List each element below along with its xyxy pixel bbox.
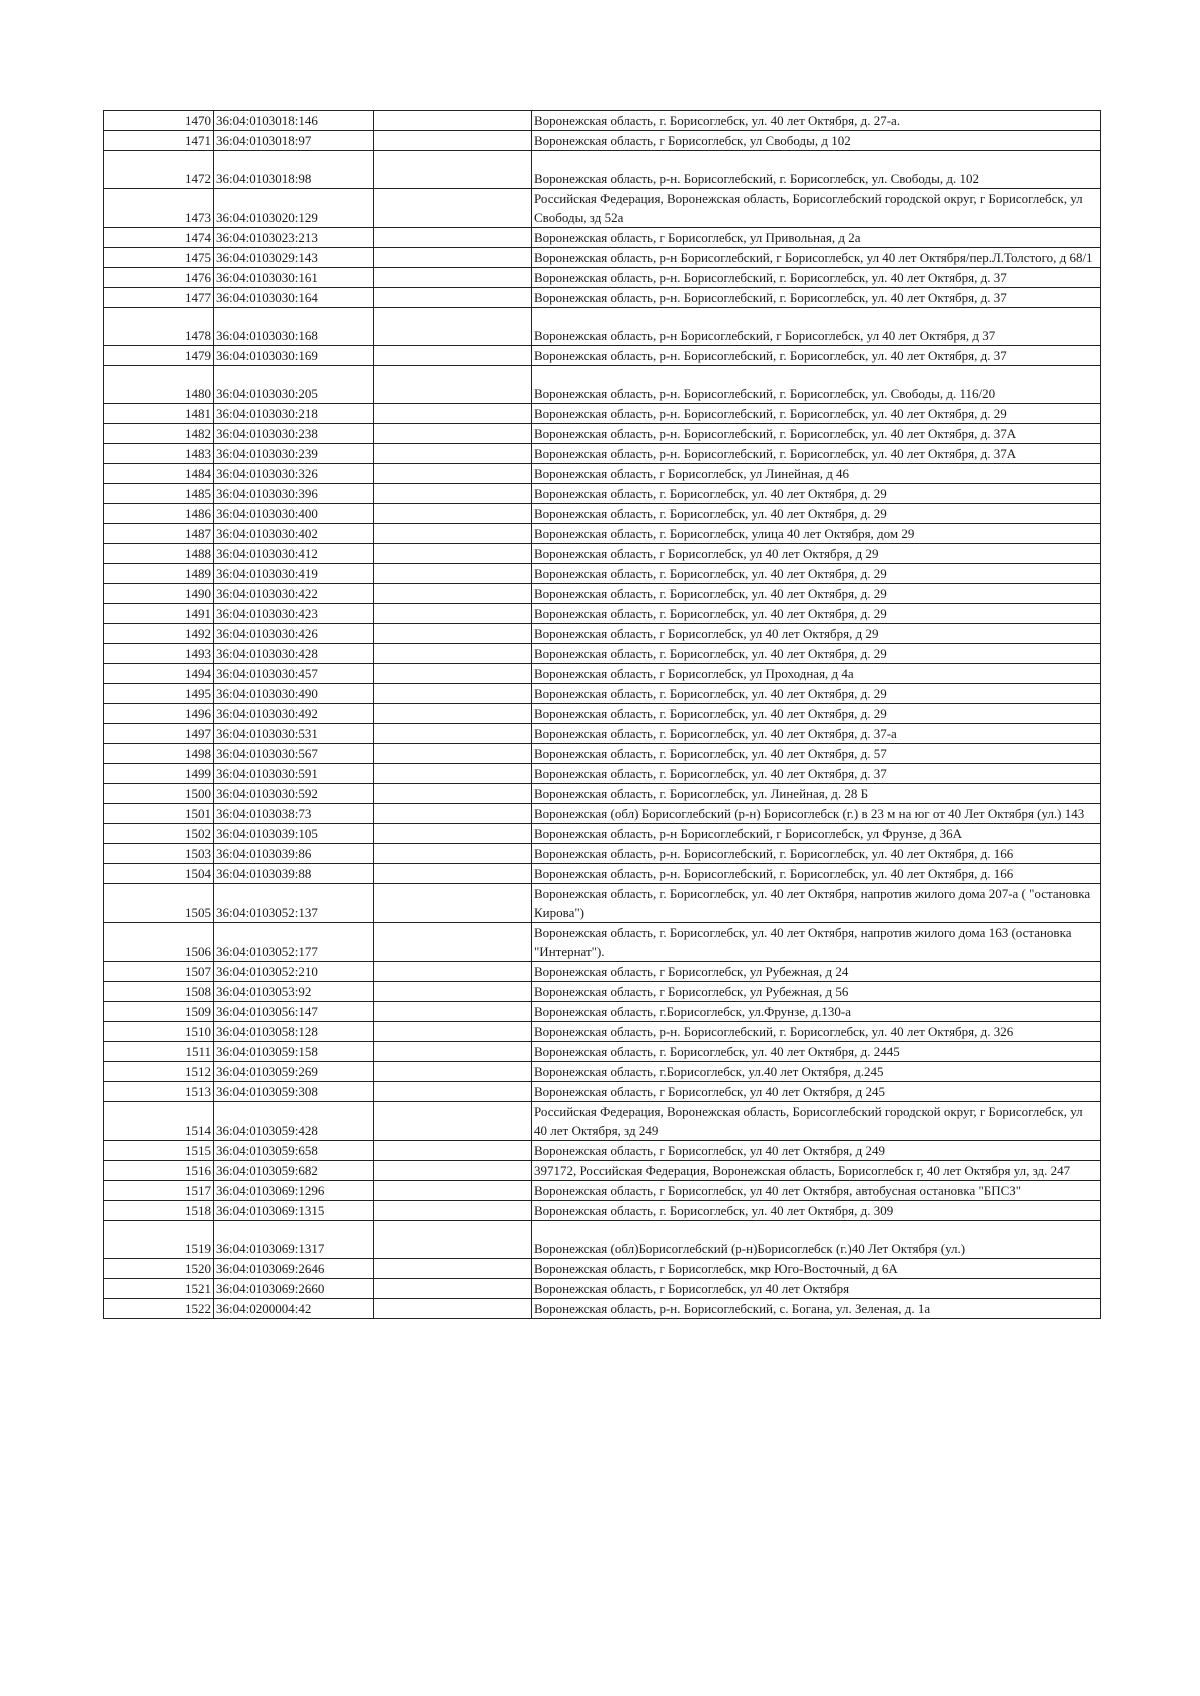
row-number: 1475 [104, 248, 214, 268]
row-number: 1484 [104, 464, 214, 484]
address-cell: Воронежская область, г Борисоглебск, ул 40 лет Октября, д 29 [532, 624, 1101, 644]
empty-cell [374, 564, 532, 584]
row-number: 1491 [104, 604, 214, 624]
address-cell: Воронежская область, р-н Борисоглебский, г Борисоглебск, ул Фрунзе, д 36А [532, 824, 1101, 844]
table-row [104, 151, 1101, 189]
cadastral-number: 36:04:0103056:147 [214, 1002, 374, 1022]
empty-cell [374, 1042, 532, 1062]
cadastral-number: 36:04:0103030:428 [214, 644, 374, 664]
row-number: 1499 [104, 764, 214, 784]
cadastral-number: 36:04:0103052:137 [214, 884, 374, 923]
cadastral-number: 36:04:0103030:161 [214, 268, 374, 288]
row-number: 1502 [104, 824, 214, 844]
row-number: 1522 [104, 1299, 214, 1319]
cadastral-number: 36:04:0103030:218 [214, 404, 374, 424]
table-row [104, 884, 1101, 923]
table-row [104, 1102, 1101, 1141]
table-row [104, 1259, 1101, 1279]
table-body [104, 111, 1101, 1319]
cadastral-number: 36:04:0103030:422 [214, 584, 374, 604]
cadastral-number: 36:04:0103059:658 [214, 1141, 374, 1161]
empty-cell [374, 844, 532, 864]
row-number: 1471 [104, 131, 214, 151]
empty-cell [374, 1002, 532, 1022]
empty-cell [374, 366, 532, 404]
table-row [104, 564, 1101, 584]
address-cell: Воронежская область, р-н. Борисоглебский, г. Борисоглебск, ул. 40 лет Октября, д. 37 [532, 268, 1101, 288]
empty-cell [374, 346, 532, 366]
table-row [104, 346, 1101, 366]
table-row [104, 189, 1101, 228]
empty-cell [374, 864, 532, 884]
address-cell: Воронежская область, р-н. Борисоглебский, г. Борисоглебск, ул. 40 лет Октября, д. 166 [532, 844, 1101, 864]
address-cell: 397172, Российская Федерация, Воронежская область, Борисоглебск г, 40 лет Октября ул, зд. 247 [532, 1161, 1101, 1181]
table-row [104, 804, 1101, 824]
row-number: 1480 [104, 366, 214, 404]
empty-cell [374, 151, 532, 189]
cadastral-number: 36:04:0103059:158 [214, 1042, 374, 1062]
row-number: 1521 [104, 1279, 214, 1299]
table-row [104, 982, 1101, 1002]
row-number: 1513 [104, 1082, 214, 1102]
address-cell: Российская Федерация, Воронежская область, Борисоглебский городской округ, г Борисоглебск, ул 40 лет Октября, зд 249 [532, 1102, 1101, 1141]
address-cell: Воронежская область, г. Борисоглебск, ул. 40 лет Октября, д. 29 [532, 584, 1101, 604]
table-row [104, 704, 1101, 724]
address-cell: Воронежская область, г. Борисоглебск, ул. 40 лет Октября, д. 29 [532, 684, 1101, 704]
empty-cell [374, 804, 532, 824]
cadastral-number: 36:04:0103069:1296 [214, 1181, 374, 1201]
table-row [104, 724, 1101, 744]
table-row [104, 131, 1101, 151]
address-cell: Воронежская область, г Борисоглебск, ул 40 лет Октября, автобусная остановка "БПСЗ" [532, 1181, 1101, 1201]
empty-cell [374, 404, 532, 424]
table-row [104, 624, 1101, 644]
table-row [104, 824, 1101, 844]
row-number: 1489 [104, 564, 214, 584]
table-row [104, 288, 1101, 308]
table-row [104, 1201, 1101, 1221]
row-number: 1507 [104, 962, 214, 982]
address-cell: Воронежская область, р-н. Борисоглебский, г. Борисоглебск, ул. 40 лет Октября, д. 37А [532, 424, 1101, 444]
table-row [104, 584, 1101, 604]
empty-cell [374, 824, 532, 844]
cadastral-number: 36:04:0103030:423 [214, 604, 374, 624]
table-row [104, 764, 1101, 784]
row-number: 1478 [104, 308, 214, 346]
cadastral-number: 36:04:0103020:129 [214, 189, 374, 228]
cadastral-number: 36:04:0103030:531 [214, 724, 374, 744]
empty-cell [374, 288, 532, 308]
address-cell: Воронежская область, г. Борисоглебск, ул. 40 лет Октября, д. 29 [532, 604, 1101, 624]
empty-cell [374, 982, 532, 1002]
table-row [104, 784, 1101, 804]
address-cell: Воронежская (обл)Борисоглебский (р-н)Борисоглебск (г.)40 Лет Октября (ул.) [532, 1221, 1101, 1259]
row-number: 1511 [104, 1042, 214, 1062]
cadastral-number: 36:04:0103030:490 [214, 684, 374, 704]
empty-cell [374, 444, 532, 464]
address-cell: Воронежская область, г. Борисоглебск, ул. 40 лет Октября, д. 29 [532, 504, 1101, 524]
address-cell: Воронежская область, г. Борисоглебск, ул. 40 лет Октября, д. 309 [532, 1201, 1101, 1221]
address-cell: Воронежская область, г Борисоглебск, ул 40 лет Октября, д 245 [532, 1082, 1101, 1102]
cadastral-number: 36:04:0103030:205 [214, 366, 374, 404]
address-cell: Воронежская область, р-н. Борисоглебский, г. Борисоглебск, ул. Свободы, д. 116/20 [532, 366, 1101, 404]
cadastral-number: 36:04:0103069:2646 [214, 1259, 374, 1279]
row-number: 1479 [104, 346, 214, 366]
address-cell: Воронежская область, г. Борисоглебск, ул. 40 лет Октября, д. 57 [532, 744, 1101, 764]
row-number: 1474 [104, 228, 214, 248]
address-cell: Воронежская область, р-н. Борисоглебский, с. Богана, ул. Зеленая, д. 1а [532, 1299, 1101, 1319]
row-number: 1472 [104, 151, 214, 189]
row-number: 1488 [104, 544, 214, 564]
empty-cell [374, 724, 532, 744]
cadastral-number: 36:04:0103039:88 [214, 864, 374, 884]
row-number: 1518 [104, 1201, 214, 1221]
row-number: 1477 [104, 288, 214, 308]
cadastral-number: 36:04:0103039:86 [214, 844, 374, 864]
empty-cell [374, 644, 532, 664]
table-row [104, 228, 1101, 248]
address-cell: Воронежская (обл) Борисоглебский (р-н) Борисоглебск (г.) в 23 м на юг от 40 Лет Октября (ул.) 143 [532, 804, 1101, 824]
empty-cell [374, 1201, 532, 1221]
table-row [104, 684, 1101, 704]
empty-cell [374, 111, 532, 131]
table-row [104, 484, 1101, 504]
address-cell: Воронежская область, г Борисоглебск, ул 40 лет Октября, д 29 [532, 544, 1101, 564]
cadastral-number: 36:04:0103030:396 [214, 484, 374, 504]
address-cell: Воронежская область, р-н. Борисоглебский, г. Борисоглебск, ул. 40 лет Октября, д. 326 [532, 1022, 1101, 1042]
table-row [104, 744, 1101, 764]
address-cell: Воронежская область, г. Борисоглебск, ул. 40 лет Октября, д. 37 [532, 764, 1101, 784]
empty-cell [374, 424, 532, 444]
address-cell: Воронежская область, р-н. Борисоглебский, г. Борисоглебск, ул. 40 лет Октября, д. 37 [532, 346, 1101, 366]
row-number: 1517 [104, 1181, 214, 1201]
table-row [104, 1082, 1101, 1102]
empty-cell [374, 604, 532, 624]
row-number: 1470 [104, 111, 214, 131]
empty-cell [374, 1082, 532, 1102]
empty-cell [374, 664, 532, 684]
table-row [104, 268, 1101, 288]
cadastral-number: 36:04:0103030:592 [214, 784, 374, 804]
address-cell: Воронежская область, г. Борисоглебск, ул. 40 лет Октября, д. 27-а. [532, 111, 1101, 131]
empty-cell [374, 704, 532, 724]
row-number: 1510 [104, 1022, 214, 1042]
empty-cell [374, 544, 532, 564]
cadastral-number: 36:04:0103038:73 [214, 804, 374, 824]
row-number: 1509 [104, 1002, 214, 1022]
table-row [104, 1181, 1101, 1201]
row-number: 1487 [104, 524, 214, 544]
table-row [104, 524, 1101, 544]
cadastral-number: 36:04:0103030:457 [214, 664, 374, 684]
empty-cell [374, 1181, 532, 1201]
table-row [104, 644, 1101, 664]
address-cell: Воронежская область, г. Борисоглебск, ул. 40 лет Октября, д. 29 [532, 644, 1101, 664]
cadastral-number: 36:04:0103030:567 [214, 744, 374, 764]
empty-cell [374, 684, 532, 704]
cadastral-number: 36:04:0103069:1315 [214, 1201, 374, 1221]
cadastral-number: 36:04:0103053:92 [214, 982, 374, 1002]
table-row [104, 1042, 1101, 1062]
empty-cell [374, 884, 532, 923]
row-number: 1498 [104, 744, 214, 764]
empty-cell [374, 484, 532, 504]
row-number: 1500 [104, 784, 214, 804]
address-cell: Воронежская область, р-н. Борисоглебский, г. Борисоглебск, ул. 40 лет Октября, д. 29 [532, 404, 1101, 424]
table-row [104, 1062, 1101, 1082]
row-number: 1497 [104, 724, 214, 744]
empty-cell [374, 784, 532, 804]
row-number: 1515 [104, 1141, 214, 1161]
address-cell: Воронежская область, г Борисоглебск, ул Рубежная, д 24 [532, 962, 1101, 982]
address-cell: Воронежская область, г Борисоглебск, ул 40 лет Октября [532, 1279, 1101, 1299]
cadastral-number: 36:04:0103030:402 [214, 524, 374, 544]
row-number: 1501 [104, 804, 214, 824]
empty-cell [374, 524, 532, 544]
table-row [104, 111, 1101, 131]
address-cell: Воронежская область, г Борисоглебск, мкр Юго-Восточный, д 6А [532, 1259, 1101, 1279]
cadastral-number: 36:04:0103030:492 [214, 704, 374, 724]
empty-cell [374, 624, 532, 644]
address-cell: Воронежская область, г. Борисоглебск, ул. 40 лет Октября, напротив жилого дома 163 (остановка "Интернат"). [532, 923, 1101, 962]
table-row [104, 464, 1101, 484]
table-row [104, 444, 1101, 464]
row-number: 1516 [104, 1161, 214, 1181]
cadastral-number: 36:04:0103059:428 [214, 1102, 374, 1141]
address-cell: Воронежская область, р-н. Борисоглебский, г. Борисоглебск, ул. 40 лет Октября, д. 166 [532, 864, 1101, 884]
address-cell: Воронежская область, г Борисоглебск, ул Линейная, д 46 [532, 464, 1101, 484]
row-number: 1512 [104, 1062, 214, 1082]
address-cell: Воронежская область, р-н Борисоглебский, г Борисоглебск, ул 40 лет Октября, д 37 [532, 308, 1101, 346]
empty-cell [374, 584, 532, 604]
table-row [104, 923, 1101, 962]
address-cell: Воронежская область, р-н. Борисоглебский, г. Борисоглебск, ул. 40 лет Октября, д. 37 [532, 288, 1101, 308]
cadastral-number: 36:04:0103059:682 [214, 1161, 374, 1181]
row-number: 1492 [104, 624, 214, 644]
row-number: 1504 [104, 864, 214, 884]
table-row [104, 248, 1101, 268]
empty-cell [374, 1161, 532, 1181]
address-cell: Воронежская область, г.Борисоглебск, ул.40 лет Октября, д.245 [532, 1062, 1101, 1082]
empty-cell [374, 1279, 532, 1299]
cadastral-number: 36:04:0103030:400 [214, 504, 374, 524]
empty-cell [374, 268, 532, 288]
row-number: 1505 [104, 884, 214, 923]
empty-cell [374, 308, 532, 346]
cadastral-number: 36:04:0103030:238 [214, 424, 374, 444]
land-plot-table [103, 110, 1101, 1319]
empty-cell [374, 1299, 532, 1319]
empty-cell [374, 764, 532, 784]
row-number: 1514 [104, 1102, 214, 1141]
row-number: 1495 [104, 684, 214, 704]
cadastral-number: 36:04:0103059:269 [214, 1062, 374, 1082]
row-number: 1506 [104, 923, 214, 962]
table-row [104, 664, 1101, 684]
table-row [104, 366, 1101, 404]
address-cell: Воронежская область, г. Борисоглебск, улица 40 лет Октября, дом 29 [532, 524, 1101, 544]
empty-cell [374, 1221, 532, 1259]
empty-cell [374, 744, 532, 764]
row-number: 1482 [104, 424, 214, 444]
address-cell: Российская Федерация, Воронежская область, Борисоглебский городской округ, г Борисоглебск, ул Свободы, зд 52а [532, 189, 1101, 228]
empty-cell [374, 248, 532, 268]
table-row [104, 604, 1101, 624]
address-cell: Воронежская область, г. Борисоглебск, ул. 40 лет Октября, д. 29 [532, 484, 1101, 504]
address-cell: Воронежская область, г Борисоглебск, ул Привольная, д 2а [532, 228, 1101, 248]
table-row [104, 404, 1101, 424]
row-number: 1490 [104, 584, 214, 604]
empty-cell [374, 504, 532, 524]
row-number: 1503 [104, 844, 214, 864]
row-number: 1483 [104, 444, 214, 464]
address-cell: Воронежская область, г Борисоглебск, ул Проходная, д 4а [532, 664, 1101, 684]
table-row [104, 844, 1101, 864]
row-number: 1485 [104, 484, 214, 504]
cadastral-number: 36:04:0103030:426 [214, 624, 374, 644]
table-row [104, 1022, 1101, 1042]
empty-cell [374, 923, 532, 962]
address-cell: Воронежская область, г. Борисоглебск, ул. 40 лет Октября, д. 29 [532, 704, 1101, 724]
cadastral-number: 36:04:0103059:308 [214, 1082, 374, 1102]
table-row [104, 1221, 1101, 1259]
table-row [104, 1002, 1101, 1022]
cadastral-number: 36:04:0103052:177 [214, 923, 374, 962]
table-row [104, 424, 1101, 444]
row-number: 1520 [104, 1259, 214, 1279]
address-cell: Воронежская область, г. Борисоглебск, ул. 40 лет Октября, д. 29 [532, 564, 1101, 584]
table-row [104, 1299, 1101, 1319]
cadastral-number: 36:04:0200004:42 [214, 1299, 374, 1319]
address-cell: Воронежская область, г Борисоглебск, ул Рубежная, д 56 [532, 982, 1101, 1002]
cadastral-number: 36:04:0103030:164 [214, 288, 374, 308]
row-number: 1476 [104, 268, 214, 288]
address-cell: Воронежская область, г.Борисоглебск, ул.Фрунзе, д.130-а [532, 1002, 1101, 1022]
table-row [104, 1279, 1101, 1299]
empty-cell [374, 1062, 532, 1082]
address-cell: Воронежская область, г. Борисоглебск, ул. 40 лет Октября, д. 2445 [532, 1042, 1101, 1062]
cadastral-number: 36:04:0103069:2660 [214, 1279, 374, 1299]
address-cell: Воронежская область, г. Борисоглебск, ул. 40 лет Октября, д. 37-а [532, 724, 1101, 744]
cadastral-number: 36:04:0103023:213 [214, 228, 374, 248]
empty-cell [374, 464, 532, 484]
cadastral-number: 36:04:0103030:419 [214, 564, 374, 584]
table-row [104, 544, 1101, 564]
address-cell: Воронежская область, г Борисоглебск, ул 40 лет Октября, д 249 [532, 1141, 1101, 1161]
empty-cell [374, 962, 532, 982]
cadastral-number: 36:04:0103039:105 [214, 824, 374, 844]
cadastral-number: 36:04:0103018:97 [214, 131, 374, 151]
empty-cell [374, 131, 532, 151]
cadastral-number: 36:04:0103069:1317 [214, 1221, 374, 1259]
empty-cell [374, 1141, 532, 1161]
row-number: 1493 [104, 644, 214, 664]
cadastral-number: 36:04:0103058:128 [214, 1022, 374, 1042]
address-cell: Воронежская область, р-н. Борисоглебский, г. Борисоглебск, ул. Свободы, д. 102 [532, 151, 1101, 189]
address-cell: Воронежская область, г. Борисоглебск, ул. 40 лет Октября, напротив жилого дома 207-а ( "остановка Кирова") [532, 884, 1101, 923]
row-number: 1496 [104, 704, 214, 724]
row-number: 1494 [104, 664, 214, 684]
table-row [104, 1141, 1101, 1161]
cadastral-number: 36:04:0103018:98 [214, 151, 374, 189]
address-cell: Воронежская область, г. Борисоглебск, ул. Линейная, д. 28 Б [532, 784, 1101, 804]
cadastral-number: 36:04:0103030:169 [214, 346, 374, 366]
table-row [104, 308, 1101, 346]
empty-cell [374, 189, 532, 228]
empty-cell [374, 1259, 532, 1279]
table-row [104, 864, 1101, 884]
table-row [104, 962, 1101, 982]
cadastral-number: 36:04:0103030:239 [214, 444, 374, 464]
cadastral-number: 36:04:0103030:591 [214, 764, 374, 784]
cadastral-number: 36:04:0103018:146 [214, 111, 374, 131]
row-number: 1473 [104, 189, 214, 228]
address-cell: Воронежская область, р-н. Борисоглебский, г. Борисоглебск, ул. 40 лет Октября, д. 37А [532, 444, 1101, 464]
table-row [104, 1161, 1101, 1181]
row-number: 1486 [104, 504, 214, 524]
cadastral-number: 36:04:0103052:210 [214, 962, 374, 982]
cadastral-number: 36:04:0103030:326 [214, 464, 374, 484]
row-number: 1508 [104, 982, 214, 1002]
empty-cell [374, 228, 532, 248]
cadastral-number: 36:04:0103029:143 [214, 248, 374, 268]
row-number: 1481 [104, 404, 214, 424]
cadastral-number: 36:04:0103030:412 [214, 544, 374, 564]
row-number: 1519 [104, 1221, 214, 1259]
cadastral-number: 36:04:0103030:168 [214, 308, 374, 346]
empty-cell [374, 1022, 532, 1042]
address-cell: Воронежская область, р-н Борисоглебский, г Борисоглебск, ул 40 лет Октября/пер.Л.Толстого, д 68/1 [532, 248, 1101, 268]
empty-cell [374, 1102, 532, 1141]
table-row [104, 504, 1101, 524]
address-cell: Воронежская область, г Борисоглебск, ул Свободы, д 102 [532, 131, 1101, 151]
